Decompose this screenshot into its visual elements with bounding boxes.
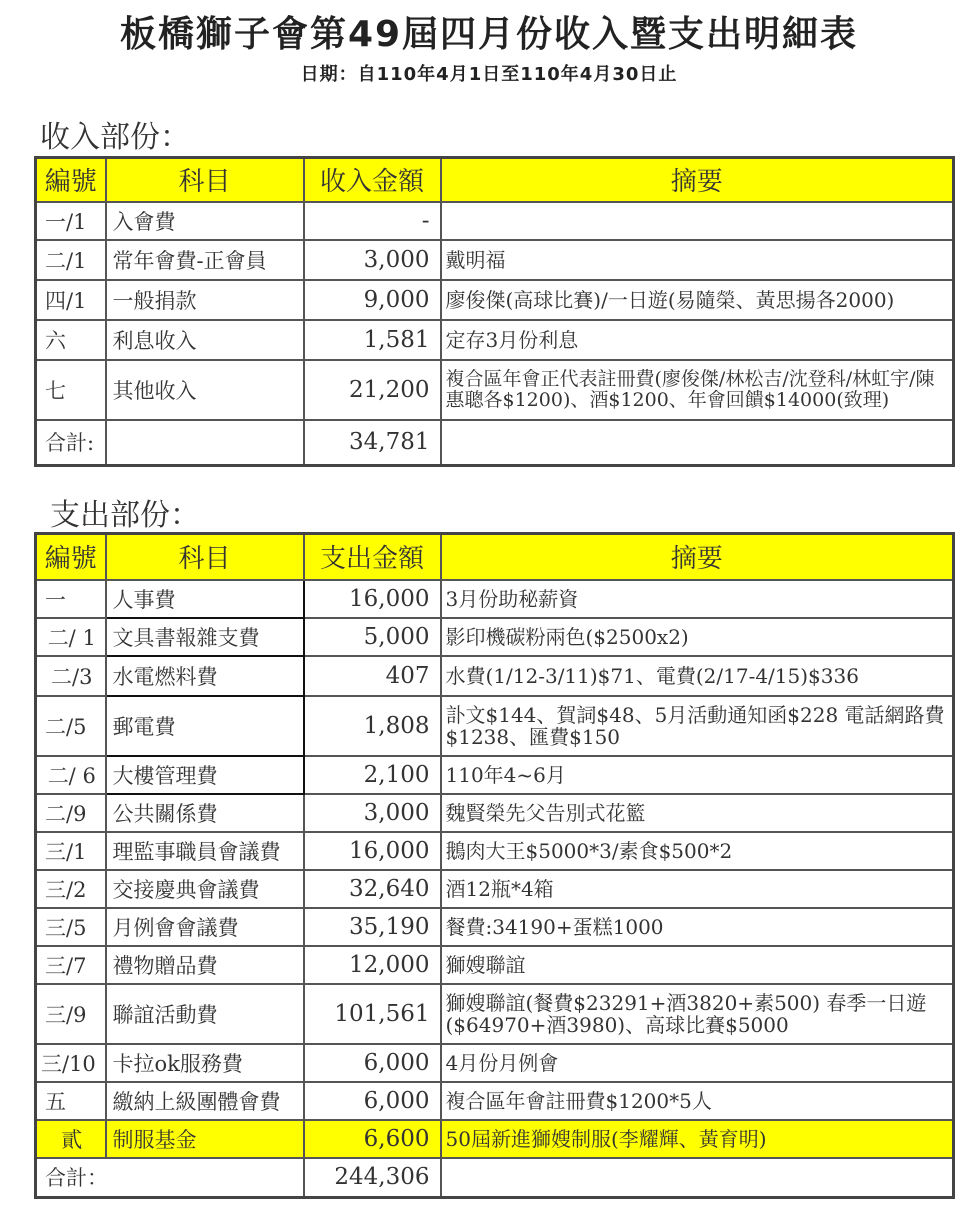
expense-code: 三/9 xyxy=(36,984,106,1044)
expense-row xyxy=(36,794,954,832)
expense-code: 二/ 1 xyxy=(36,618,106,656)
expense-amount: 5,000 xyxy=(304,618,441,656)
expense-amount: 35,190 xyxy=(304,908,441,946)
expense-row xyxy=(36,870,954,908)
expense-amount: 32,640 xyxy=(304,870,441,908)
income-row xyxy=(36,280,954,320)
income-note xyxy=(441,202,954,240)
expense-row xyxy=(36,696,954,756)
expense-item: 聯誼活動費 xyxy=(106,984,304,1044)
income-note: 廖俊傑(高球比賽)/一日遊(易隨榮、黃思揚各2000) xyxy=(441,280,954,320)
expense-amount: 6,600 xyxy=(304,1120,441,1158)
expense-note: 水費(1/12-3/11)$71、電費(2/17-4/15)$336 xyxy=(441,656,954,696)
expense-amount: 407 xyxy=(304,656,441,696)
income-amount: 9,000 xyxy=(304,280,441,320)
expense-code: 五 xyxy=(36,1082,106,1120)
income-row xyxy=(36,240,954,280)
expense-note: 4月份月例會 xyxy=(441,1044,954,1082)
income-item: 其他收入 xyxy=(106,360,304,420)
expense-item: 大樓管理費 xyxy=(106,756,304,794)
expense-row xyxy=(36,946,954,984)
expense-header-row xyxy=(36,534,954,580)
expense-item: 郵電費 xyxy=(106,696,304,756)
expense-note: 訃文$144、賀詞$48、5月活動通知函$228 電話網路費$1238、匯費$150 xyxy=(441,696,954,756)
expense-row xyxy=(36,756,954,794)
income-code: 一/1 xyxy=(36,202,106,240)
expense-header-amount: 支出金額 xyxy=(304,534,441,580)
expense-code: 二/5 xyxy=(36,696,106,756)
expense-row xyxy=(36,656,954,696)
expense-item: 交接慶典會議費 xyxy=(106,870,304,908)
expense-item: 公共關係費 xyxy=(106,794,304,832)
income-note: 戴明福 xyxy=(441,240,954,280)
expense-amount: 2,100 xyxy=(304,756,441,794)
income-total-amount: 34,781 xyxy=(304,420,441,466)
expense-item: 水電燃料費 xyxy=(106,656,304,696)
income-header-amount: 收入金額 xyxy=(304,158,441,202)
income-header-row xyxy=(36,158,954,202)
expense-amount: 12,000 xyxy=(304,946,441,984)
expense-row xyxy=(36,984,954,1044)
expense-total-amount: 244,306 xyxy=(304,1158,441,1198)
expense-header-note: 摘要 xyxy=(441,534,954,580)
expense-note: 3月份助秘薪資 xyxy=(441,580,954,618)
expense-total-label: 合計： xyxy=(36,1158,304,1198)
expense-code: 三/7 xyxy=(36,946,106,984)
income-code: 二/1 xyxy=(36,240,106,280)
expense-note: 獅嫂聯誼(餐費$23291+酒3820+素500) 春季一日遊($64970+酒3980)、高球比賽$5000 xyxy=(441,984,954,1044)
expense-item: 卡拉ok服務費 xyxy=(106,1044,304,1082)
expense-item: 制服基金 xyxy=(106,1120,304,1158)
expense-code: 三/10 xyxy=(36,1044,106,1082)
income-code: 七 xyxy=(36,360,106,420)
expense-header-item: 科目 xyxy=(106,534,304,580)
income-amount: 3,000 xyxy=(304,240,441,280)
expense-row-highlighted xyxy=(36,1120,954,1158)
expense-item: 人事費 xyxy=(106,580,304,618)
expense-item: 理監事職員會議費 xyxy=(106,832,304,870)
expense-code: 一 xyxy=(36,580,106,618)
expense-note: 獅嫂聯誼 xyxy=(441,946,954,984)
expense-amount: 3,000 xyxy=(304,794,441,832)
expense-note: 50屆新進獅嫂制服(李耀輝、黃育明) xyxy=(441,1120,954,1158)
expense-note: 影印機碳粉兩色($2500x2) xyxy=(441,618,954,656)
income-header-code: 編號 xyxy=(36,158,106,202)
expense-row xyxy=(36,1082,954,1120)
expense-note: 複合區年會註冊費$1200*5人 xyxy=(441,1082,954,1120)
income-item: 一般捐款 xyxy=(106,280,304,320)
expense-code: 二/ 6 xyxy=(36,756,106,794)
expense-note: 餐費:34190+蛋糕1000 xyxy=(441,908,954,946)
expense-total-row xyxy=(36,1158,954,1198)
income-amount: 1,581 xyxy=(304,320,441,360)
expense-item: 月例會會議費 xyxy=(106,908,304,946)
income-row xyxy=(36,320,954,360)
income-amount: - xyxy=(304,202,441,240)
income-code: 四/1 xyxy=(36,280,106,320)
income-item: 常年會費-正會員 xyxy=(106,240,304,280)
expense-item: 禮物贈品費 xyxy=(106,946,304,984)
expense-row xyxy=(36,618,954,656)
expense-heading: 支出部份： xyxy=(50,498,200,533)
income-note: 複合區年會正代表註冊費(廖俊傑/林松吉/沈登科/林虹宇/陳惠聰各$1200)、酒$1200、年會回饋$14000(致理) xyxy=(441,360,954,420)
date-range: 日期：自110年4月1日至110年4月30日止 xyxy=(300,64,678,85)
expense-code: 二/3 xyxy=(36,656,106,696)
expense-row xyxy=(36,908,954,946)
income-item: 入會費 xyxy=(106,202,304,240)
expense-note: 魏賢榮先父告別式花籃 xyxy=(441,794,954,832)
income-table xyxy=(34,156,955,467)
expense-row xyxy=(36,580,954,618)
expense-amount: 6,000 xyxy=(304,1044,441,1082)
expense-amount: 101,561 xyxy=(304,984,441,1044)
income-row xyxy=(36,360,954,420)
expense-note: 酒12瓶*4箱 xyxy=(441,870,954,908)
income-row xyxy=(36,202,954,240)
income-total-label: 合計: xyxy=(36,420,106,466)
expense-amount: 16,000 xyxy=(304,832,441,870)
expense-item: 文具書報雜支費 xyxy=(106,618,304,656)
expense-code: 三/1 xyxy=(36,832,106,870)
expense-amount: 1,808 xyxy=(304,696,441,756)
income-header-note: 摘要 xyxy=(441,158,954,202)
expense-header-code: 編號 xyxy=(36,534,106,580)
page-title: 板橋獅子會第49屆四月份收入暨支出明細表 xyxy=(119,14,859,55)
expense-note: 鵝肉大王$5000*3/素食$500*2 xyxy=(441,832,954,870)
income-heading: 收入部份： xyxy=(40,120,190,155)
expense-amount: 6,000 xyxy=(304,1082,441,1120)
income-note: 定存3月份利息 xyxy=(441,320,954,360)
expense-amount: 16,000 xyxy=(304,580,441,618)
expense-row xyxy=(36,1044,954,1082)
expense-code: 貳 xyxy=(36,1120,106,1158)
expense-code: 三/2 xyxy=(36,870,106,908)
expense-table xyxy=(34,532,955,1199)
income-header-item: 科目 xyxy=(106,158,304,202)
income-amount: 21,200 xyxy=(304,360,441,420)
income-total-row xyxy=(36,420,954,466)
expense-item: 繳納上級團體會費 xyxy=(106,1082,304,1120)
income-total-blank xyxy=(106,420,304,466)
income-code: 六 xyxy=(36,320,106,360)
expense-note: 110年4~6月 xyxy=(441,756,954,794)
expense-total-note xyxy=(441,1158,954,1198)
expense-code: 三/5 xyxy=(36,908,106,946)
expense-code: 二/9 xyxy=(36,794,106,832)
expense-row xyxy=(36,832,954,870)
income-item: 利息收入 xyxy=(106,320,304,360)
income-total-note xyxy=(441,420,954,466)
